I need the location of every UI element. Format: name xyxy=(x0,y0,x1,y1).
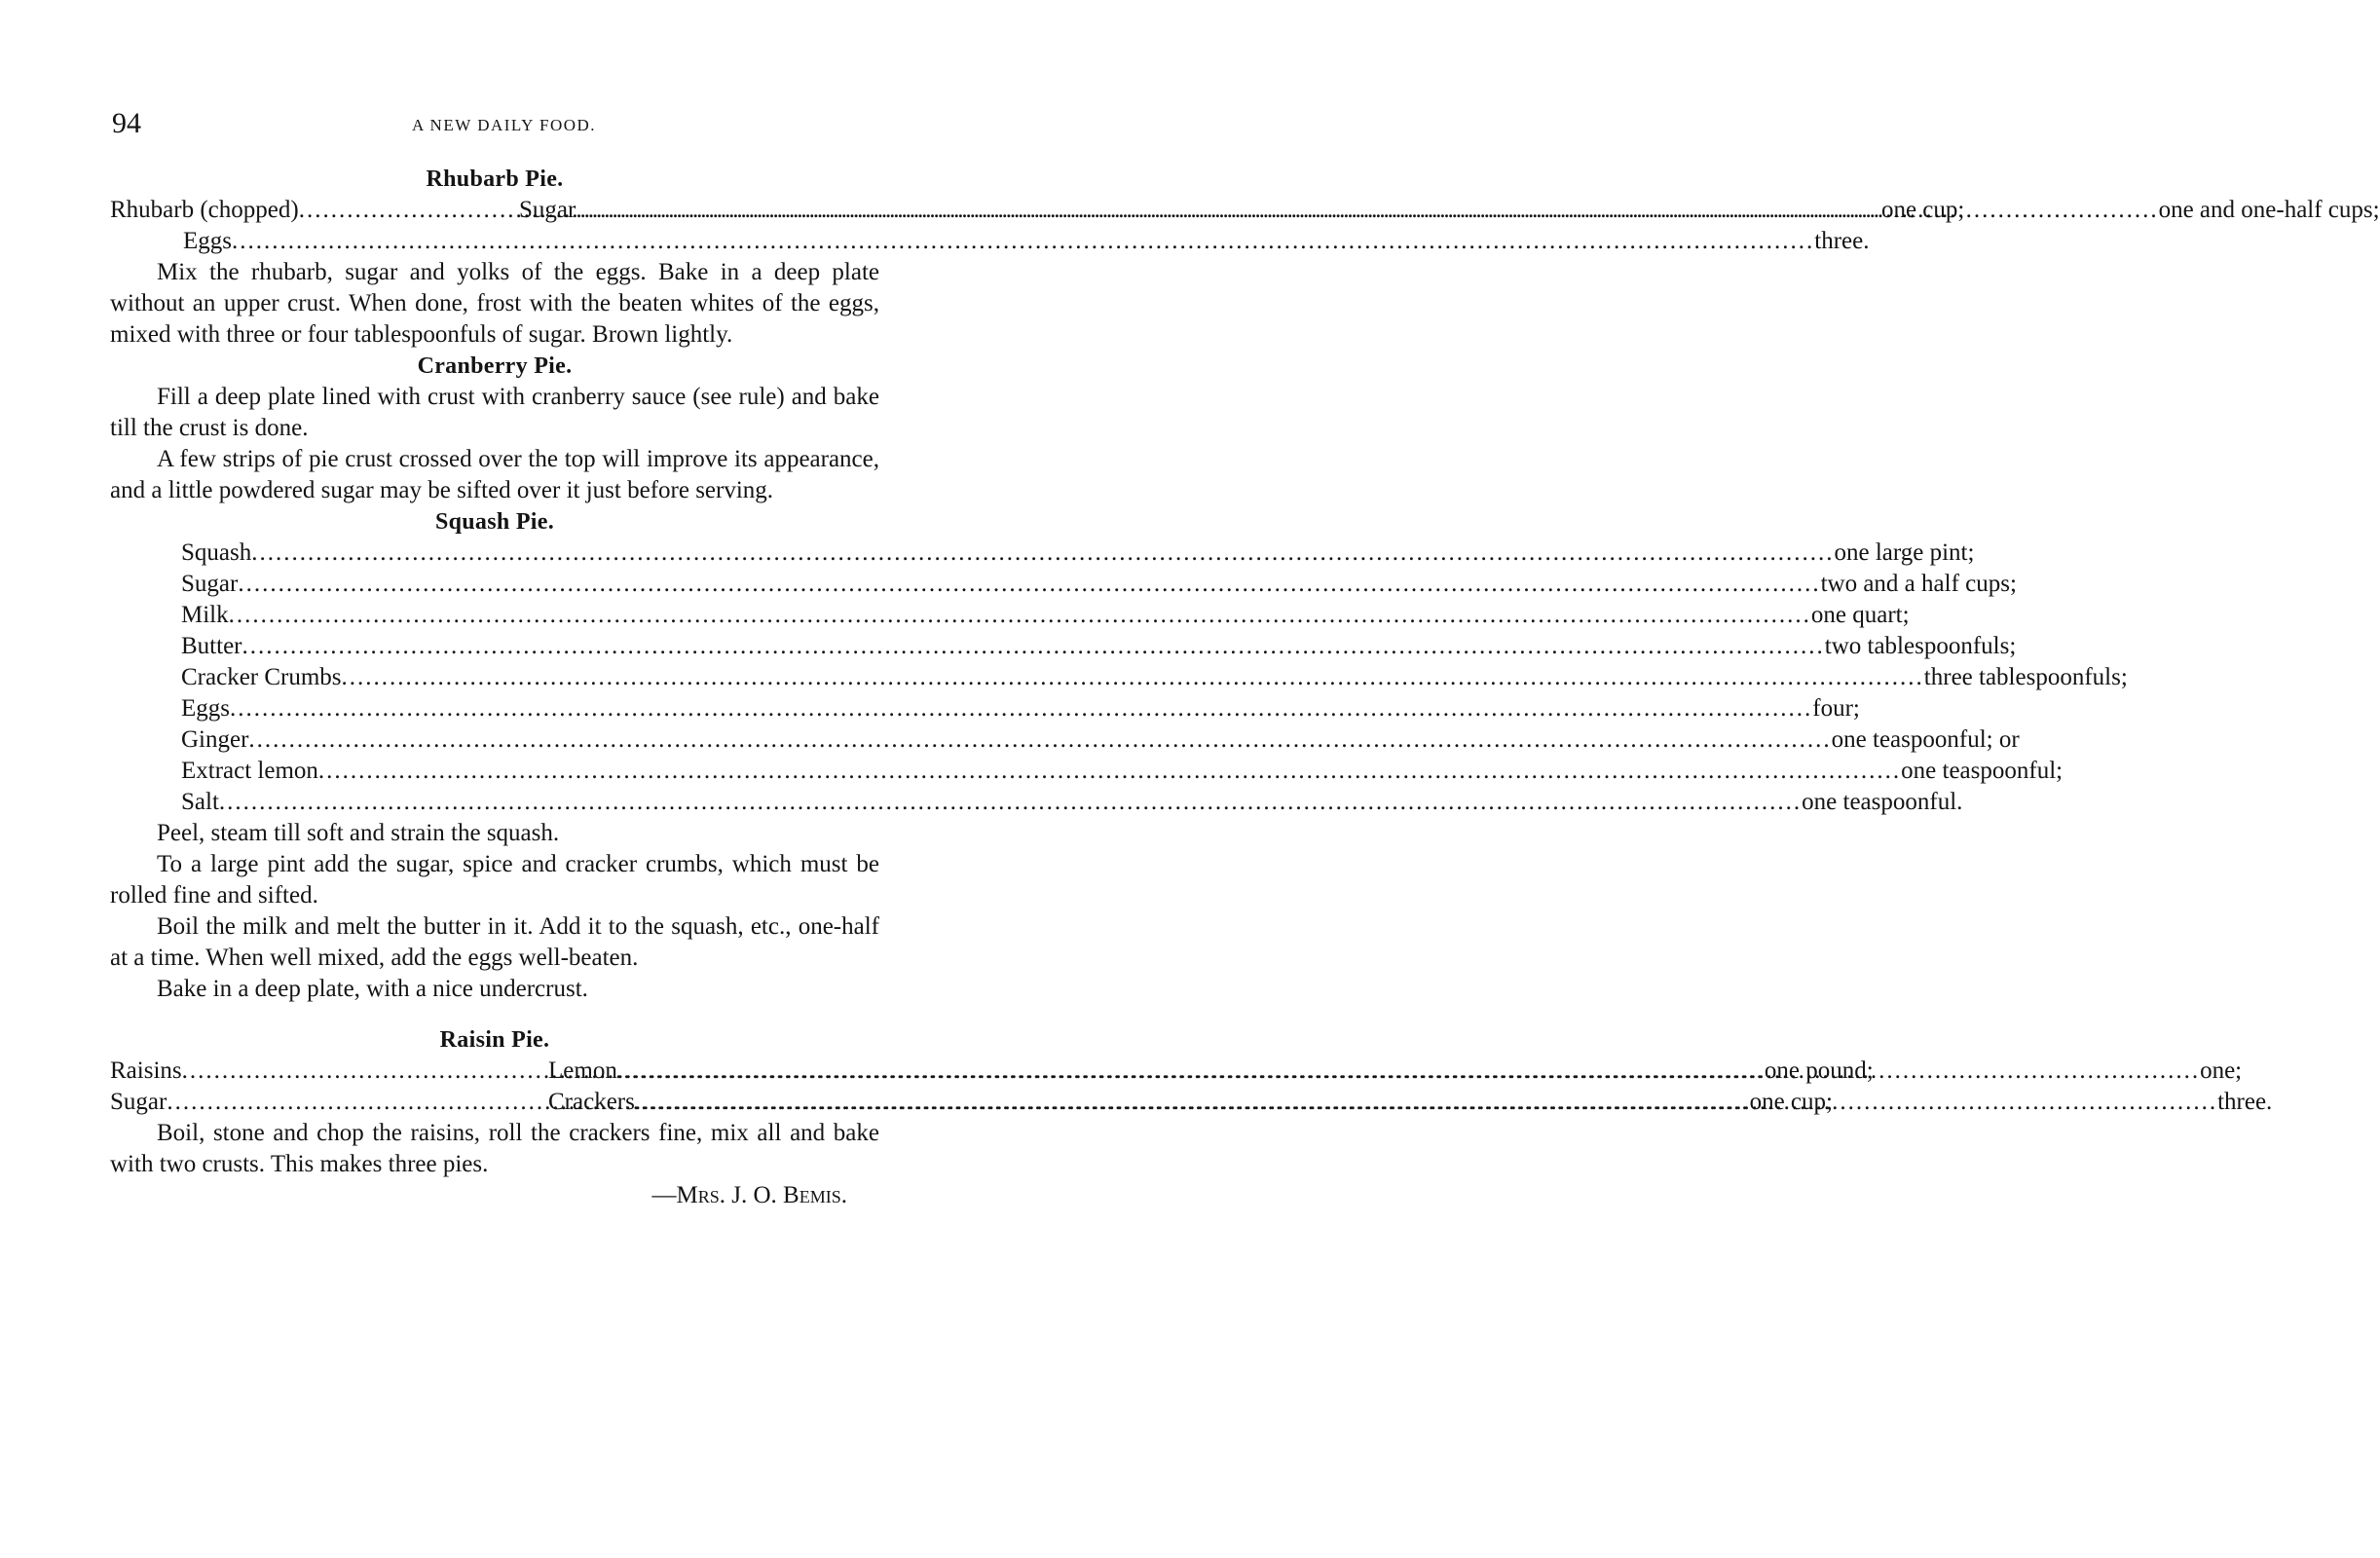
leader-dots xyxy=(576,195,2158,226)
ingredient-row xyxy=(181,756,2064,787)
ingredient-sugar xyxy=(519,195,2380,226)
ingredient-name: Rhubarb (chopped) xyxy=(110,197,299,223)
leader-dots xyxy=(635,1087,2217,1118)
ingredient-row xyxy=(181,787,1963,818)
ingredient-qty: one cup; xyxy=(1749,1089,1833,1115)
ingredient-row xyxy=(181,693,1860,724)
squash-ingredient-list xyxy=(181,538,2128,818)
ingredient-qty: one teaspoonful; xyxy=(1901,758,2064,784)
ingredient-name: Crackers xyxy=(548,1089,635,1115)
ingredient-name: Sugar xyxy=(110,1089,167,1115)
leader-dots xyxy=(251,538,1834,569)
ingredient-qty: one large pint; xyxy=(1834,539,1975,566)
ingredient-row xyxy=(181,538,1975,569)
leader-dots xyxy=(232,226,1814,257)
ingredient-qty: one; xyxy=(2200,1057,2243,1084)
leader-dots xyxy=(248,724,1831,756)
cranberry-paragraph-1: Fill a deep plate lined with crust with cranberry sauce (see rule) and bake till the crust is done. xyxy=(110,384,879,441)
rhubarb-instructions: Mix the rhubarb, sugar and yolks of the eggs. Bake in a deep plate without an upper crust. When done, frost with the beaten whites of the eggs, mixed with three or four tablespoonfuls of sugar. Brown lightly. xyxy=(110,259,879,348)
ingredient-qty: two and a half cups; xyxy=(1820,571,2017,597)
ingredient-name: Sugar xyxy=(519,197,576,223)
ingredient-name: Eggs xyxy=(181,695,230,722)
ingredient-row xyxy=(181,631,2017,662)
rhubarb-pie-title: Rhubarb Pie. xyxy=(426,167,564,192)
ingredient-qty: one pound; xyxy=(1764,1057,1874,1084)
ingredient-crackers xyxy=(548,1087,2272,1118)
ingredient-row xyxy=(181,569,2017,600)
squash-paragraph-2: To a large pint add the sugar, spice and cracker crumbs, which must be rolled fine and sifted. xyxy=(110,851,879,909)
leader-dots xyxy=(238,569,1820,600)
ingredient-name: Milk xyxy=(181,602,229,628)
ingredient-qty: one cup; xyxy=(1880,197,1965,223)
ingredient-name: Squash xyxy=(181,539,252,566)
ingredient-lemon xyxy=(548,1056,2242,1087)
leader-dots xyxy=(229,600,1811,631)
ingredient-qty: one teaspoonful; or xyxy=(1831,726,2020,753)
leader-dots xyxy=(318,756,1901,787)
raisin-instructions: Boil, stone and chop the raisins, roll the crackers fine, mix all and bake with two crusts. This makes three pies. xyxy=(110,1120,879,1177)
leader-dots xyxy=(617,1056,2200,1087)
ingredient-name: Ginger xyxy=(181,726,249,753)
ingredient-name: Extract lemon xyxy=(181,758,318,784)
ingredient-qty: one teaspoonful. xyxy=(1802,789,1963,815)
ingredient-name: Lemon xyxy=(548,1057,617,1084)
leader-dots xyxy=(219,787,1802,818)
cranberry-paragraph-2: A few strips of pie crust crossed over the top will improve its appearance, and a little powdered sugar may be sifted over it just before serving. xyxy=(110,446,879,503)
ingredient-qty: three tablespoonfuls; xyxy=(1923,664,2128,690)
rhubarb-ingredients-row-1 xyxy=(110,195,2380,226)
leader-dots xyxy=(230,693,1812,724)
leader-dots xyxy=(342,662,1924,693)
ingredient-name: Sugar xyxy=(181,571,239,597)
ingredient-name: Salt xyxy=(181,789,219,815)
squash-paragraph-4: Bake in a deep plate, with a nice undercrust. xyxy=(157,976,588,1002)
running-head: A NEW DAILY FOOD. xyxy=(411,116,597,134)
signature: —Mrs. J. O. Bemis. xyxy=(651,1182,847,1208)
page-number: 94 xyxy=(112,107,141,139)
section-gap xyxy=(110,1005,879,1024)
ingredient-row xyxy=(181,600,1910,631)
ingredient-eggs xyxy=(183,226,1870,257)
ingredient-row xyxy=(181,724,2020,756)
ingredient-qty: three. xyxy=(2217,1089,2273,1115)
squash-paragraph-1: Peel, steam till soft and strain the squash. xyxy=(157,820,560,846)
cranberry-pie-title: Cranberry Pie. xyxy=(417,353,573,379)
ingredient-name: Cracker Crumbs xyxy=(181,664,342,690)
raisin-ingredients-row-1 xyxy=(110,1056,2243,1087)
page-header xyxy=(112,107,896,146)
ingredient-qty: four; xyxy=(1812,695,1860,722)
ingredient-name: Raisins xyxy=(110,1057,182,1084)
ingredient-row xyxy=(181,662,2128,693)
raisin-pie-title: Raisin Pie. xyxy=(439,1027,550,1053)
ingredient-name: Butter xyxy=(181,633,242,659)
ingredient-qty: one quart; xyxy=(1810,602,1910,628)
ingredient-qty: one and one-half cups; xyxy=(2158,197,2380,223)
squash-paragraph-3: Boil the milk and melt the butter in it. Add it to the squash, etc., one-half at a time. When well mixed, add the eggs well-beaten. xyxy=(110,913,879,971)
ingredient-name: Eggs xyxy=(183,228,232,254)
page-content xyxy=(110,164,2380,1211)
ingredient-qty: three. xyxy=(1814,228,1870,254)
ingredient-qty: two tablespoonfuls; xyxy=(1824,633,2017,659)
leader-dots xyxy=(242,631,1825,662)
raisin-ingredients-row-2 xyxy=(110,1087,2273,1118)
squash-pie-title: Squash Pie. xyxy=(434,509,554,535)
